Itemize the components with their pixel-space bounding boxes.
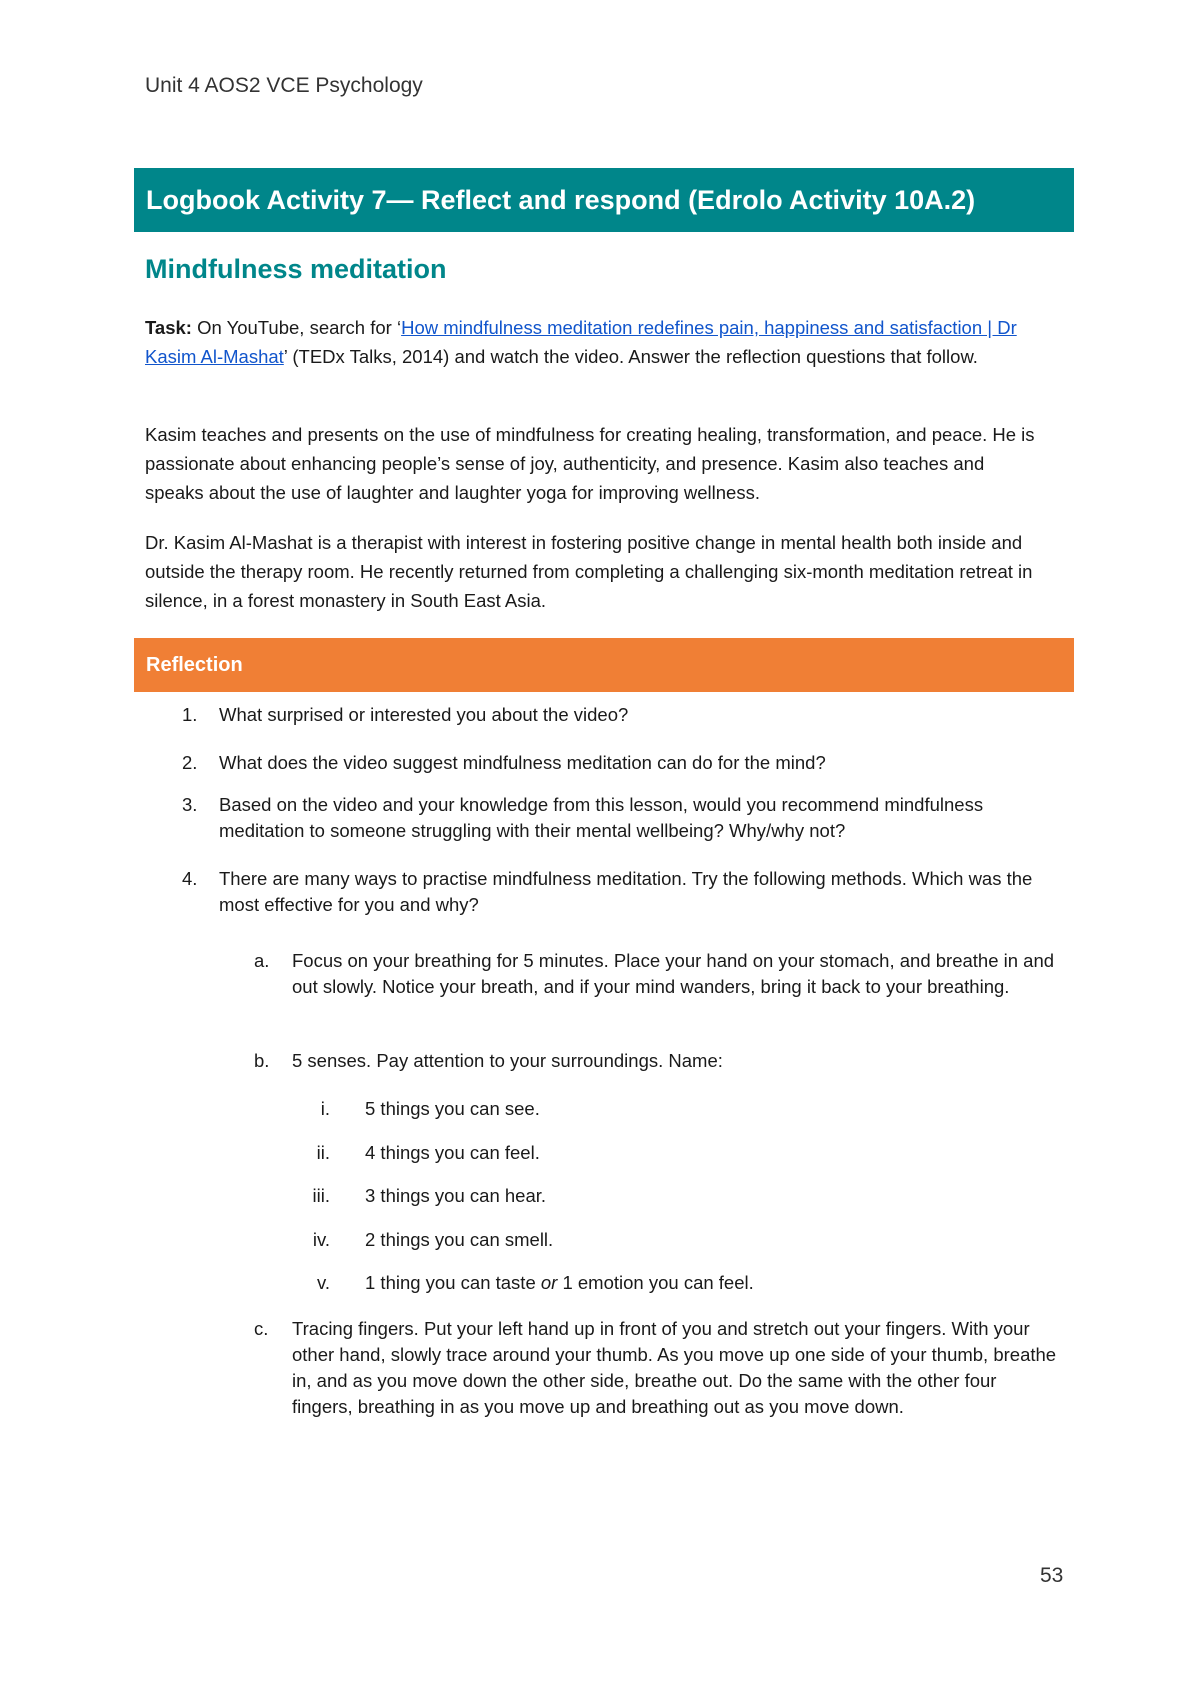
page-number: 53 bbox=[1040, 1564, 1064, 1587]
sense-text bbox=[365, 1270, 1005, 1296]
sense-text: 5 things you can see. bbox=[365, 1098, 540, 1119]
question-number: 4. bbox=[182, 868, 198, 889]
sense-number: i. bbox=[320, 1098, 330, 1119]
question-text: What surprised or interested you about the video? bbox=[219, 704, 629, 725]
sense-number: iv. bbox=[312, 1229, 330, 1250]
bio-paragraph-1: Kasim teaches and presents on the use of mindfulness for creating healing, transformation, and peace. He is passionate about enhancing people’s sense of joy, authenticity, and presence. Kasim also teaches and speaks about the use of laughter and laughter yoga for improving wellness. bbox=[145, 424, 1035, 503]
task-label: Task: bbox=[145, 317, 192, 338]
activity-title: Logbook Activity 7— Reflect and respond (Edrolo Activity 10A.2) bbox=[146, 184, 976, 215]
bio-paragraph-2: Dr. Kasim Al-Mashat is a therapist with interest in fostering positive change in mental health both inside and outside the therapy room. He recently returned from completing a challenging six-month meditation retreat in silence, in a forest monastery in South East Asia. bbox=[145, 532, 1033, 611]
page-header: Unit 4 AOS2 VCE Psychology bbox=[145, 74, 423, 97]
sense-text-post: 1 emotion you can feel. bbox=[557, 1272, 754, 1293]
video-link[interactable]: How mindfulness meditation redefines pain, happiness and satisfaction | Dr Kasim Al-Mashat bbox=[145, 317, 1017, 367]
method-letter: c. bbox=[254, 1318, 269, 1339]
sense-number: ii. bbox=[316, 1142, 330, 1163]
sense-text: 3 things you can hear. bbox=[365, 1185, 547, 1206]
sense-text-emphasis: or bbox=[540, 1272, 558, 1293]
reflection-banner bbox=[134, 638, 1074, 692]
section-title: Mindfulness meditation bbox=[145, 254, 447, 284]
sense-text-pre: 1 thing you can taste bbox=[365, 1272, 541, 1293]
sense-number: iii. bbox=[312, 1185, 330, 1206]
method-text: 5 senses. Pay attention to your surroundings. Name: bbox=[292, 1050, 723, 1071]
method-letter: a. bbox=[254, 950, 270, 971]
method-text: Tracing fingers. Put your left hand up in front of you and stretch out your fingers. With your other hand, slowly trace around your thumb. As you move up one side of your thumb, breathe in, and as you move down the other side, breathe out. Do the same with the other four fingers, breathing in as you move up and breathing out as you move down. bbox=[292, 1318, 1057, 1417]
task-text-pre: On YouTube, search for ‘ bbox=[191, 317, 402, 338]
sense-text: 2 things you can smell. bbox=[365, 1229, 554, 1250]
activity-title-banner bbox=[134, 168, 1074, 232]
reflection-heading: Reflection bbox=[146, 653, 243, 676]
question-text: What does the video suggest mindfulness meditation can do for the mind? bbox=[219, 752, 826, 773]
sense-number: v. bbox=[316, 1272, 330, 1293]
method-letter: b. bbox=[254, 1050, 270, 1071]
question-text: Based on the video and your knowledge from this lesson, would you recommend mindfulness meditation to someone struggling with their mental wellbeing? Why/why not? bbox=[219, 794, 984, 841]
question-text: There are many ways to practise mindfulness meditation. Try the following methods. Which was the most effective for you and why? bbox=[219, 868, 1033, 915]
question-number: 2. bbox=[182, 752, 198, 773]
question-number: 3. bbox=[182, 794, 198, 815]
task-text-post: ’ (TEDx Talks, 2014) and watch the video. Answer the reflection questions that follow. bbox=[283, 346, 978, 367]
method-text: Focus on your breathing for 5 minutes. Place your hand on your stomach, and breathe in and out slowly. Notice your breath, and if your mind wanders, bring it back to your breathing. bbox=[292, 950, 1055, 997]
question-number: 1. bbox=[182, 704, 198, 725]
task-paragraph bbox=[145, 313, 1045, 371]
sense-text: 4 things you can feel. bbox=[365, 1142, 540, 1163]
